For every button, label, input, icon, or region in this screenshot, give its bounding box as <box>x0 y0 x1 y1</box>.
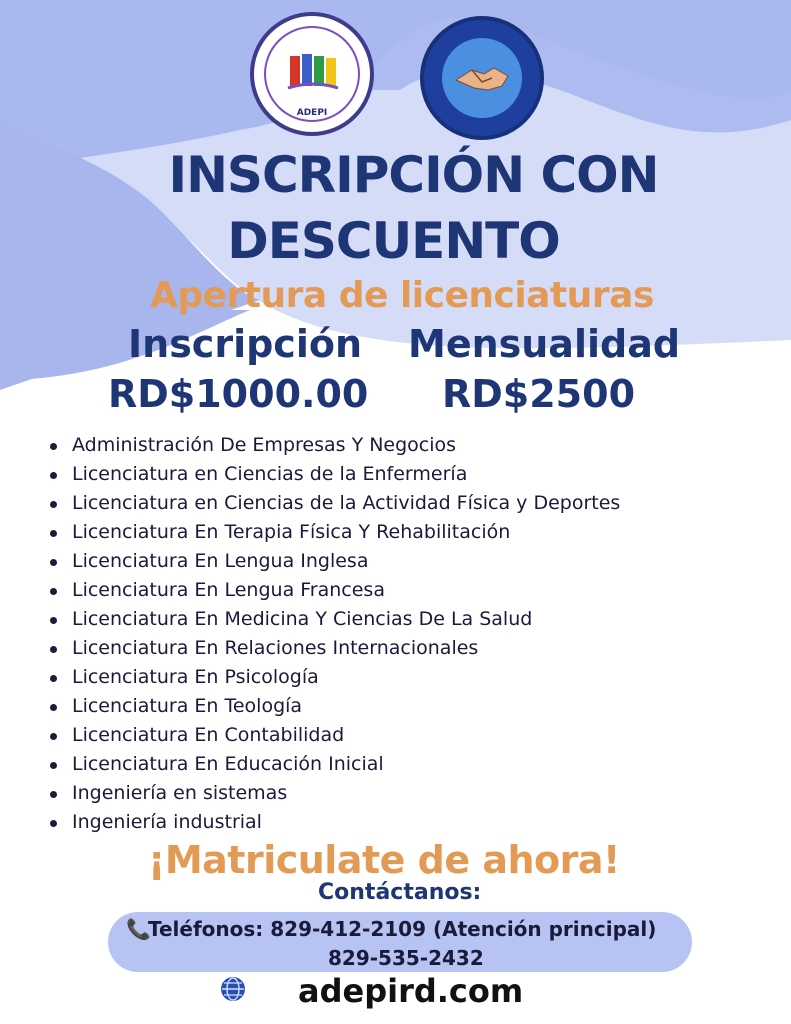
list-item: Licenciatura En Teología <box>50 692 620 721</box>
acmdh-logo <box>420 16 544 140</box>
bullet <box>50 704 57 711</box>
bullet <box>50 617 57 624</box>
bullet <box>50 588 57 595</box>
bullet <box>50 762 57 769</box>
program-list <box>50 431 620 837</box>
inscripcion-label: Inscripción <box>128 322 363 366</box>
adepi-logo <box>250 12 374 136</box>
list-item: Licenciatura En Medicina Y Ciencias De La Salud <box>50 605 620 634</box>
handshake-icon <box>454 60 510 96</box>
list-item: Ingeniería industrial <box>50 808 620 837</box>
list-item: Administración De Empresas Y Negocios <box>50 431 620 460</box>
list-item: Ingeniería en sistemas <box>50 779 620 808</box>
bullet <box>50 646 57 653</box>
mensualidad-label: Mensualidad <box>408 322 681 366</box>
list-item: Licenciatura En Relaciones Internacionales <box>50 634 620 663</box>
phone-line-1[interactable] <box>126 917 656 941</box>
phone-text: Teléfonos: 829-412-2109 (Atención principal) <box>148 917 657 941</box>
inscripcion-price: RD$1000.00 <box>108 372 369 416</box>
list-item: Licenciatura En Educación Inicial <box>50 750 620 779</box>
bullet <box>50 472 57 479</box>
phone-line-2[interactable]: 829-535-2432 <box>328 946 484 970</box>
phone-icon: 📞 <box>126 917 151 941</box>
subtitle: Apertura de licenciaturas <box>150 275 654 316</box>
logo-label: ADEPI <box>296 108 328 118</box>
list-item: Licenciatura En Lengua Inglesa <box>50 547 620 576</box>
bullet <box>50 443 57 450</box>
list-item: Licenciatura En Contabilidad <box>50 721 620 750</box>
list-item: Licenciatura En Terapia Física Y Rehabilitación <box>50 518 620 547</box>
bullet <box>50 820 57 827</box>
globe-icon <box>220 976 246 1002</box>
mensualidad-price: RD$2500 <box>442 372 636 416</box>
list-item: Licenciatura En Lengua Francesa <box>50 576 620 605</box>
bullet <box>50 733 57 740</box>
list-item: Licenciatura en Ciencias de la Enfermería <box>50 460 620 489</box>
books-icon <box>286 52 340 92</box>
bullet <box>50 791 57 798</box>
page-title-line-1: INSCRIPCIÓN CON <box>168 146 659 204</box>
website-link[interactable]: adepird.com <box>298 972 524 1010</box>
contact-heading: Contáctanos: <box>318 880 482 905</box>
page-title-line-2: DESCUENTO <box>227 212 560 270</box>
bullet <box>50 501 57 508</box>
list-item: Licenciatura En Psicología <box>50 663 620 692</box>
list-item: Licenciatura en Ciencias de la Actividad Física y Deportes <box>50 489 620 518</box>
call-to-action: ¡Matriculate de ahora! <box>148 838 620 882</box>
bullet <box>50 559 57 566</box>
bullet <box>50 530 57 537</box>
bullet <box>50 675 57 682</box>
